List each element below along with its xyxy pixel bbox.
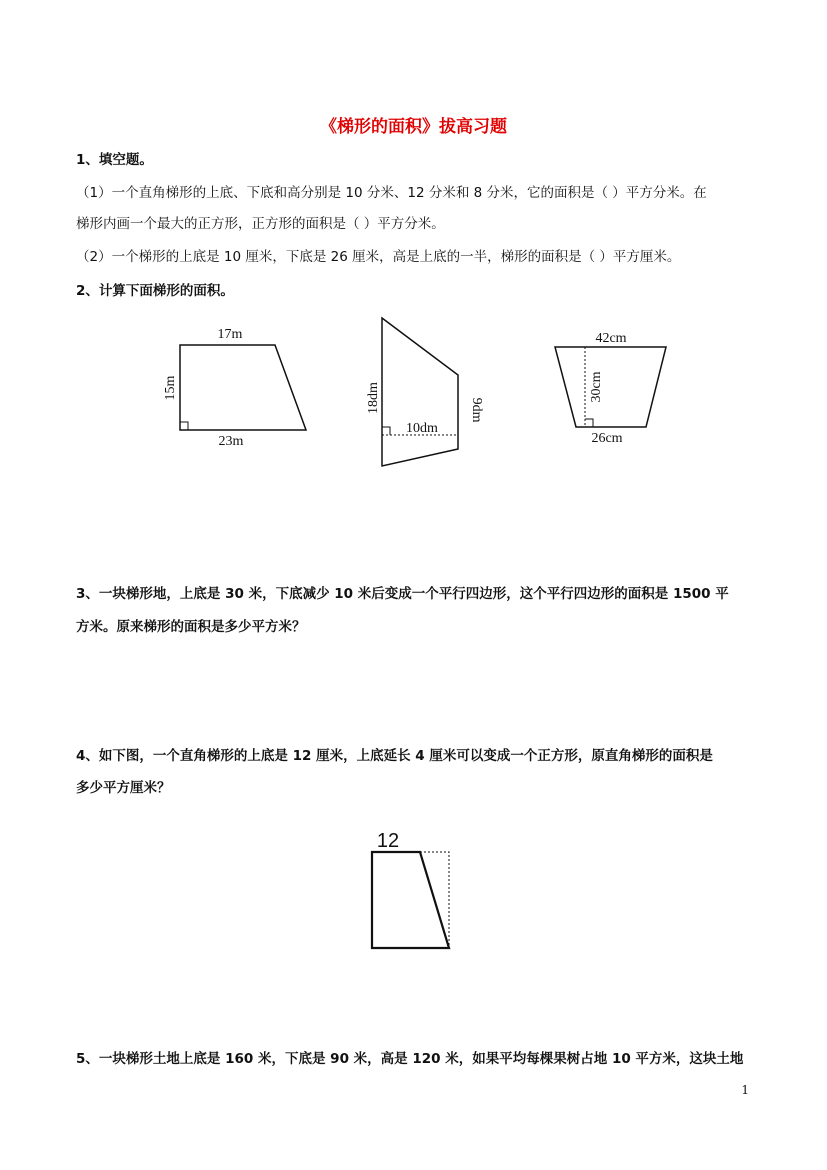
q1-line1: （1）一个直角梯形的上底、下底和高分别是 10 分米、12 分米和 8 分米，它的面积是（ ）平方分米。在	[76, 185, 707, 201]
q3-line1: 3、一块梯形地，上底是 30 米，下底减少 10 米后变成一个平行四边形，这个平行四边形的面积是 1500 平	[76, 586, 729, 602]
q3-line2: 方米。原来梯形的面积是多少平方米？	[76, 619, 306, 635]
q5-line1: 5、一块梯形土地上底是 160 米，下底是 90 米，高是 120 米，如果平均每棵果树占地 10 平方米，这块土地	[76, 1051, 744, 1067]
page-number: 1	[741, 1083, 749, 1097]
fig1-left-label: 15m	[163, 375, 178, 401]
fig2-mid-label: 10dm	[406, 421, 438, 436]
page-title: 《梯形的面积》拔高习题	[320, 117, 507, 137]
right-trapezoid-figure	[372, 830, 449, 948]
fig3-bottom-label: 26cm	[591, 431, 623, 446]
q1-line3: （2）一个梯形的上底是 10 厘米，下底是 26 厘米，高是上底的一半，梯形的面积是（ ）平方厘米。	[76, 249, 681, 265]
fig1-top-label: 17m	[217, 327, 243, 342]
q4-line1: 4、如下图，一个直角梯形的上底是 12 厘米，上底延长 4 厘米可以变成一个正方形，原直角梯形的面积是	[76, 748, 713, 764]
fig3-top-label: 42cm	[595, 331, 627, 346]
q4-figure-label: 12	[376, 830, 400, 852]
fig3-height-label: 30cm	[589, 371, 604, 403]
q1-heading: 1、填空题。	[76, 152, 153, 168]
fig2-right-label: 9dm	[469, 397, 484, 423]
q2-heading: 2、计算下面梯形的面积。	[76, 283, 234, 299]
fig1-bottom-label: 23m	[218, 434, 244, 449]
q1-line2: 梯形内画一个最大的正方形，正方形的面积是（ ）平方分米。	[76, 216, 445, 232]
q4-line2: 多少平方厘米？	[76, 780, 171, 796]
fig2-left-label: 18dm	[366, 382, 381, 414]
